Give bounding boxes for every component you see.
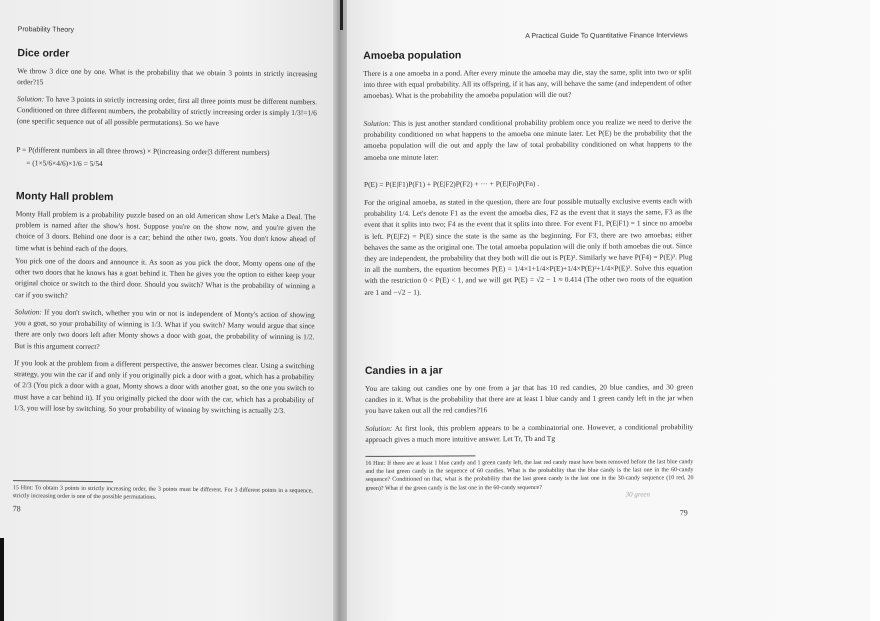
- paragraph: For the original amoeba, as stated in the question, there are four possible mutually exclusive events each with probability 1/4. Let's denote F1 as the event the amoeba dies, F2 as the event that it stays the same, F3 as the event that it splits into two; F4 as the event that it splits into three. For event F1, P(E|F1) = 1 since no amoeba is left. P(E|F2) = P(E) since the state is the same as the beginning. For F3, there are two amoebas; either behaves the same as the original one. The total amoeba population will die only if both amoebas die out. Since they are independent, the probability that they both will die out is P(E)². Similarly we have P(F4) = P(E)³. Plug in all the numbers, the equation becomes P(E) = 1/4×1+1/4×P(E)+1/4×P(E)²+1/4×P(E)³. Solve this equation with the restriction 0 < P(E) < 1, and we will get P(E) = √2 − 1 ≈ 0.414 (The other two roots of the equation are 1 and −√2 − 1).: [364, 196, 693, 297]
- left-page: [0, 0, 333, 621]
- section-title: Candies in a jar: [364, 364, 443, 377]
- solution-body: To have 3 points in strictly increasing order, first all three points must be different numbers. Conditioned on three different numbers, the probability of strictly increasing order is simply 1/3!=1/6 (one specific sequence out of all possible permutations). So we have: [16, 94, 317, 128]
- paragraph: If you look at the problem from a different perspective, the answer becomes clear. Using a switching strategy, you win the car if and only if you originally pick a door with a goat, which has a probability of 2/3 (You pick a door with a goat, Monty shows a door with another goat, so the one you switch to must have a car behind it). If you originally picked the door with the car, which has a probability of 1/3, you will lose by switching. So your probability of winning by switching is actually 2/3.: [13, 358, 315, 415]
- spine-mark: [340, 0, 343, 30]
- book-gutter: [333, 0, 347, 621]
- page-number: 79: [679, 508, 688, 518]
- running-head: A Practical Guide To Quantitative Finance Interviews: [525, 32, 688, 41]
- solution-label: Solution:: [363, 118, 391, 128]
- equation: P(E) = P(E|F1)P(F1) + P(E|F2)P(F2) + ··· + P(E|Fn)P(Fn) .: [363, 178, 540, 189]
- section-title: Amoeba population: [363, 49, 462, 62]
- solution-label: Solution:: [16, 94, 45, 104]
- question-text: We throw 3 dice one by one. What is the probability that we obtain 3 points in strictly increasing order?15: [17, 66, 318, 87]
- footnote: 16 Hint: If there are at least 1 blue candy and 1 green candy left, the last red candy must have been removed before the last blue candy and the last green candy in the sequence of 60 candies. What is the probability that the blue candy is the last one in the 60-candy sequence? Conditioned on that, what is the probability that the last green candy is the last one in the 30-candy sequence (10 red, 20 green)? What if the green candy is the last one in the 60-candy sequence?: [365, 459, 694, 492]
- footnote-rule: [365, 455, 475, 457]
- equation: P = P(different numbers in all three throws) × P(increasing order|3 different numbers): [16, 145, 270, 157]
- solution-text: [364, 116, 692, 163]
- solution-text: [14, 306, 314, 354]
- question-text: There is a one amoeba in a pond. After every minute the amoeba may die, stay the same, split into two or split into three with equal probability. All its offspring, if it has any, will behave the same (and independent of other amoebas). What is the probability the amoeba population will die out?: [363, 67, 692, 101]
- solution-text: [17, 93, 317, 130]
- paragraph: Monty Hall problem is a probability puzzle based on an old American show Let's Make a Deal. The problem is named after the show's host. Suppose you're on the show now, and you're given the choice of 3 doors. Behind one door is a car; behind the other two, goats. You don't know ahead of time what is behind each of the doors.: [15, 209, 316, 253]
- section-title: Dice order: [17, 47, 70, 60]
- equation-result: = (1×5/6×4/6)×1/6 = 5/54: [26, 158, 103, 169]
- handwritten-note: 30 green: [625, 490, 651, 499]
- section-title: Monty Hall problem: [15, 190, 114, 204]
- solution-label: Solution:: [365, 423, 393, 433]
- right-page-content: [347, 0, 870, 621]
- solution-text: [365, 421, 693, 445]
- left-page-content: [0, 0, 333, 621]
- paragraph: You pick one of the doors and announce it. As soon as you pick the door, Monty opens one of the other two doors that he knows has a goat behind it. Then he gives you the option to either keep your original choice or switch to the third door. Should you switch? What is the probability of winning a car if you switch?: [14, 256, 316, 300]
- right-page: [347, 0, 870, 621]
- solution-body: At first look, this problem appears to be a combinatorial one. However, a conditional probability approach gives a much more intuitive answer. Let Tr, Tb and Tg: [365, 422, 694, 445]
- edge-mark: [0, 538, 4, 621]
- solution-label: Solution:: [14, 307, 42, 317]
- solution-body: This is just another standard conditional probability problem once you realize we need to derive the probability conditioned on what happens to the amoeba one minute later. Let P(E) be the probability that the amoeba population will die out and apply the law of total probability conditioned on what happens to the amoeba one minute later:: [363, 117, 692, 162]
- page-number: 78: [12, 504, 21, 514]
- solution-body: If you don't switch, whether you win or not is independent of Monty's action of showing you a goat, so your probability of winning is 1/3. What if you switch? Many would argue that since there are only two doors left after Monty shows a door with goat, the probability of winning is 1/2. But is this argument correct?: [14, 307, 315, 351]
- footnote-rule: [13, 480, 113, 482]
- question-text: You are taking out candies one by one from a jar that has 10 red candies, 20 blue candies, and 30 green candies in it. What is the probability that there are at least 1 blue candy and 1 green candy left in the jar when you have taken out all the red candies?16: [365, 382, 694, 416]
- footnote: 15 Hint: To obtain 3 points in strictly increasing order, the 3 points must be different. For 3 different points in a sequence, strictly increasing order is one of the possible permutations.: [12, 485, 313, 501]
- running-head: Probability Theory: [17, 26, 75, 34]
